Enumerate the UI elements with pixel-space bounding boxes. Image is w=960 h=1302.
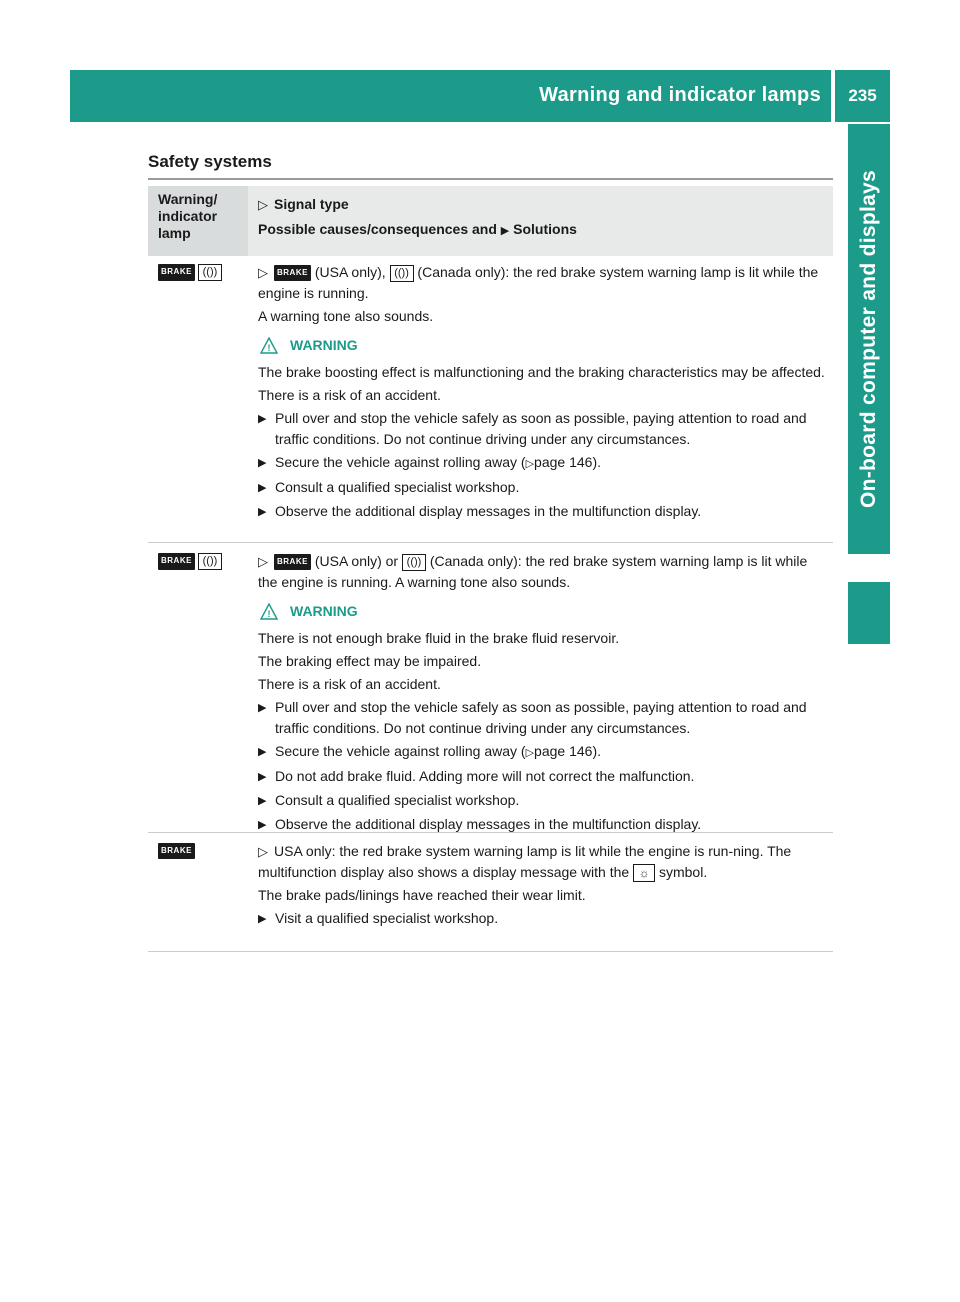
table-row: ▷ BRAKE (USA only) or (()) (Canada only): the red brake system warning lamp is lit while the engine is running. A warning tone also sounds. ! WARNING There is not enough brake fluid in the brake fluid reservoir. The braking effect may be impaired. There is a risk of an accident. ▶ Pull over and stop the vehicle safely as soon as possible, paying attention to road and traffic conditions. Do not continue driving under any circumstances. ▶ Secure the vehicle against rolling away (▷page 146). ▶ Do not add brake fluid. Adding more will not correct the malfunction. ▶ Consult a qualified specialist workshop. ▶ Observe the additional display messages in the multifunction display. [258, 551, 828, 838]
divider [148, 178, 833, 180]
chapter-title: Warning and indicator lamps [539, 84, 821, 106]
list-item: ▶ Consult a qualified specialist workshop. [258, 477, 828, 499]
warning-triangle-icon [260, 603, 278, 620]
arrow-icon: ▶ [258, 746, 267, 758]
warning-triangle-icon [260, 337, 278, 354]
table-row: ▷ BRAKE (USA only), (()) (Canada only): the red brake system warning lamp is lit while the engine is running. A warning tone also sounds. ! WARNING The brake boosting effect is malfunctioning and the braking characteristics may be affected. There is a risk of an accident. ▶ Pull over and stop the vehicle safely as soon as possible, paying attention to road and traffic conditions. Do not continue driving under any circumstances. ▶ Secure the vehicle against rolling away (▷page 146). ▶ Consult a qualified specialist workshop. ▶ Observe the additional display messages in the multifunction display. [258, 262, 828, 525]
side-tab-label: On-board computer and displays [857, 169, 880, 509]
list-item: ▶ Pull over and stop the vehicle safely as soon as possible, paying attention to road and traffic conditions. Do not continue driving under any circumstances. [258, 408, 828, 450]
brake-icon: BRAKE [158, 264, 195, 281]
arrow-icon: ▶ [258, 413, 267, 425]
header-bar [70, 70, 831, 122]
brake-circle-icon: (()) [390, 265, 414, 282]
list-item: ▶ Secure the vehicle against rolling away (▷page 146). [258, 452, 828, 475]
arrow-icon: ▶ [258, 457, 267, 469]
list-item: ▶ Observe the additional display messages in the multifunction display. [258, 501, 828, 523]
col-header-solutions: Possible causes/consequences and ▶ Solutions [258, 221, 577, 237]
list-item: ▶ Observe the additional display messages in the multifunction display. [258, 814, 828, 836]
brake-wear-icon: ☼ [633, 864, 655, 882]
brake-icon: BRAKE [274, 265, 311, 281]
section-title: Safety systems [148, 152, 272, 171]
brake-icon: BRAKE [158, 553, 195, 570]
svg-text:!: ! [267, 609, 271, 619]
col-header-lamp: Warning/ indicator lamp [158, 191, 218, 241]
lamp-icons-row-3 [158, 843, 195, 859]
brake-icon: BRAKE [158, 843, 195, 859]
chevron-icon: ▷ [525, 747, 535, 759]
arrow-icon: ▶ [258, 913, 267, 925]
col-header-signal: ▷ Signal type [258, 196, 349, 212]
table-row: ▷ USA only: the red brake system warning lamp is lit while the engine is run-ning. The multifunction display also shows a display message with the ☼ symbol. The brake pads/linings have reached their wear limit. ▶ Visit a qualified specialist workshop. [258, 841, 828, 932]
divider [148, 542, 833, 543]
arrow-icon: ▶ [258, 771, 267, 783]
brake-circle-icon: (()) [402, 554, 426, 571]
lamp-icons-row-1 [158, 264, 222, 281]
arrow-icon: ▶ [258, 819, 267, 831]
chevron-icon: ▷ [258, 265, 268, 280]
warning-heading: ! WARNING [258, 601, 828, 622]
chevron-icon: ▷ [525, 458, 535, 470]
page-number: 235 [835, 70, 890, 122]
warning-heading: ! WARNING [258, 335, 828, 356]
arrow-icon: ▶ [500, 225, 510, 237]
list-item: ▶ Pull over and stop the vehicle safely as soon as possible, paying attention to road and traffic conditions. Do not continue driving under any circumstances. [258, 697, 828, 739]
list-item: ▶ Secure the vehicle against rolling away (▷page 146). [258, 741, 828, 764]
brake-circle-icon: (()) [198, 264, 222, 281]
arrow-icon: ▶ [258, 506, 267, 518]
svg-text:!: ! [267, 343, 271, 353]
list-item: ▶ Consult a qualified specialist workshop. [258, 790, 828, 812]
page-link[interactable]: page 146). [534, 743, 601, 759]
brake-icon: BRAKE [274, 554, 311, 570]
list-item: ▶ Do not add brake fluid. Adding more will not correct the malfunction. [258, 766, 828, 788]
divider [148, 951, 833, 952]
arrow-icon: ▶ [258, 482, 267, 494]
chevron-icon: ▷ [258, 554, 268, 569]
arrow-icon: ▶ [258, 795, 267, 807]
list-item: ▶ Visit a qualified specialist workshop. [258, 908, 828, 930]
chevron-icon: ▷ [258, 844, 268, 859]
divider [148, 832, 833, 833]
page-link[interactable]: page 146). [534, 454, 601, 470]
chevron-icon: ▷ [258, 197, 268, 212]
lamp-icons-row-2 [158, 553, 222, 570]
brake-circle-icon: (()) [198, 553, 222, 570]
arrow-icon: ▶ [258, 702, 267, 714]
side-marker [848, 582, 890, 644]
